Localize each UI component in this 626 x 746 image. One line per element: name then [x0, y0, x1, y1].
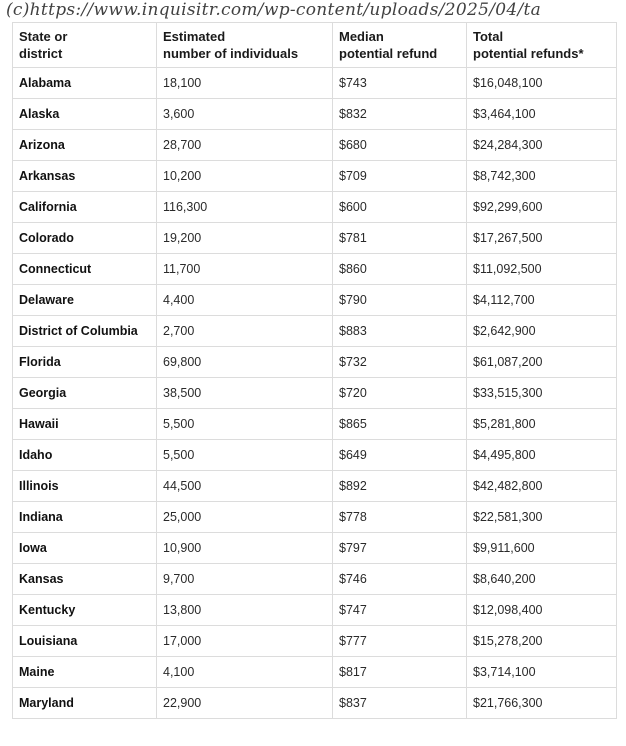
table-row: [13, 316, 617, 347]
cell-individuals: 28,700: [157, 130, 333, 161]
cell-individuals: 3,600: [157, 99, 333, 130]
cell-median: $600: [333, 192, 467, 223]
table-row: [13, 595, 617, 626]
header-state-line1: State or: [19, 29, 68, 44]
cell-median: $860: [333, 254, 467, 285]
cell-individuals: 19,200: [157, 223, 333, 254]
cell-median: $892: [333, 471, 467, 502]
header-state-line2: district: [19, 46, 63, 61]
cell-individuals: 116,300: [157, 192, 333, 223]
cell-total: $24,284,300: [467, 130, 617, 161]
cell-median: $777: [333, 626, 467, 657]
cell-median: $883: [333, 316, 467, 347]
cell-median: $732: [333, 347, 467, 378]
cell-total: $4,495,800: [467, 440, 617, 471]
cell-individuals: 11,700: [157, 254, 333, 285]
cell-total: $8,742,300: [467, 161, 617, 192]
cell-total: $8,640,200: [467, 564, 617, 595]
cell-state: Florida: [13, 347, 157, 378]
table-row: [13, 378, 617, 409]
cell-state: Arizona: [13, 130, 157, 161]
cell-total: $11,092,500: [467, 254, 617, 285]
table-body: [13, 68, 617, 719]
table-row: [13, 254, 617, 285]
table-row: [13, 347, 617, 378]
table-row: [13, 223, 617, 254]
cell-individuals: 69,800: [157, 347, 333, 378]
cell-total: $21,766,300: [467, 688, 617, 719]
cell-state: Colorado: [13, 223, 157, 254]
cell-state: Connecticut: [13, 254, 157, 285]
cell-individuals: 44,500: [157, 471, 333, 502]
cell-state: Delaware: [13, 285, 157, 316]
table-row: [13, 657, 617, 688]
table-row: [13, 564, 617, 595]
cell-median: $746: [333, 564, 467, 595]
header-state: [13, 23, 157, 68]
table-row: [13, 688, 617, 719]
cell-state: Arkansas: [13, 161, 157, 192]
cell-total: $33,515,300: [467, 378, 617, 409]
cell-total: $2,642,900: [467, 316, 617, 347]
table-row: [13, 533, 617, 564]
cell-individuals: 38,500: [157, 378, 333, 409]
cell-total: $92,299,600: [467, 192, 617, 223]
cell-individuals: 25,000: [157, 502, 333, 533]
cell-median: $865: [333, 409, 467, 440]
cell-total: $22,581,300: [467, 502, 617, 533]
cell-state: Alabama: [13, 68, 157, 99]
cell-state: Maryland: [13, 688, 157, 719]
table-row: [13, 285, 617, 316]
header-total-line2: potential refunds*: [473, 46, 584, 61]
header-total: [467, 23, 617, 68]
cell-state: Hawaii: [13, 409, 157, 440]
table-row: [13, 130, 617, 161]
cell-state: Kentucky: [13, 595, 157, 626]
refunds-table-container: [12, 22, 616, 719]
cell-total: $16,048,100: [467, 68, 617, 99]
cell-total: $12,098,400: [467, 595, 617, 626]
cell-median: $709: [333, 161, 467, 192]
cell-state: Alaska: [13, 99, 157, 130]
cell-state: Idaho: [13, 440, 157, 471]
cell-individuals: 9,700: [157, 564, 333, 595]
cell-total: $4,112,700: [467, 285, 617, 316]
table-row: [13, 440, 617, 471]
header-median-line2: potential refund: [339, 46, 438, 61]
cell-state: Iowa: [13, 533, 157, 564]
cell-total: $3,714,100: [467, 657, 617, 688]
cell-median: $649: [333, 440, 467, 471]
cell-individuals: 18,100: [157, 68, 333, 99]
cell-state: Illinois: [13, 471, 157, 502]
cell-state: District of Columbia: [13, 316, 157, 347]
cell-individuals: 10,900: [157, 533, 333, 564]
cell-individuals: 4,400: [157, 285, 333, 316]
table-row: [13, 99, 617, 130]
cell-median: $817: [333, 657, 467, 688]
table-row: [13, 626, 617, 657]
cell-state: California: [13, 192, 157, 223]
cell-median: $747: [333, 595, 467, 626]
table-row: [13, 409, 617, 440]
cell-individuals: 4,100: [157, 657, 333, 688]
cell-median: $743: [333, 68, 467, 99]
cell-individuals: 2,700: [157, 316, 333, 347]
cell-state: Kansas: [13, 564, 157, 595]
cell-total: $9,911,600: [467, 533, 617, 564]
table-row: [13, 471, 617, 502]
header-total-line1: Total: [473, 29, 504, 44]
header-median: [333, 23, 467, 68]
cell-individuals: 10,200: [157, 161, 333, 192]
cell-median: $680: [333, 130, 467, 161]
cell-individuals: 13,800: [157, 595, 333, 626]
table-row: [13, 68, 617, 99]
cell-state: Louisiana: [13, 626, 157, 657]
cell-median: $832: [333, 99, 467, 130]
header-individuals-line1: Estimated: [163, 29, 226, 44]
cell-median: $781: [333, 223, 467, 254]
table-row: [13, 192, 617, 223]
cell-state: Maine: [13, 657, 157, 688]
cell-individuals: 17,000: [157, 626, 333, 657]
header-median-line1: Median: [339, 29, 384, 44]
header-individuals-line2: number of individuals: [163, 46, 299, 61]
cell-median: $720: [333, 378, 467, 409]
cell-individuals: 5,500: [157, 409, 333, 440]
cell-total: $3,464,100: [467, 99, 617, 130]
url-watermark: (c)https://www.inquisitr.com/wp-content/uploads/2025/04/ta: [6, 0, 542, 20]
cell-total: $15,278,200: [467, 626, 617, 657]
cell-median: $778: [333, 502, 467, 533]
table-row: [13, 502, 617, 533]
cell-total: $42,482,800: [467, 471, 617, 502]
cell-state: Georgia: [13, 378, 157, 409]
cell-total: $5,281,800: [467, 409, 617, 440]
cell-state: Indiana: [13, 502, 157, 533]
table-row: [13, 161, 617, 192]
cell-individuals: 22,900: [157, 688, 333, 719]
cell-median: $790: [333, 285, 467, 316]
cell-individuals: 5,500: [157, 440, 333, 471]
table-header-row: [13, 23, 617, 68]
cell-median: $837: [333, 688, 467, 719]
refunds-table: [12, 22, 617, 719]
cell-total: $61,087,200: [467, 347, 617, 378]
cell-median: $797: [333, 533, 467, 564]
header-individuals: [157, 23, 333, 68]
cell-total: $17,267,500: [467, 223, 617, 254]
